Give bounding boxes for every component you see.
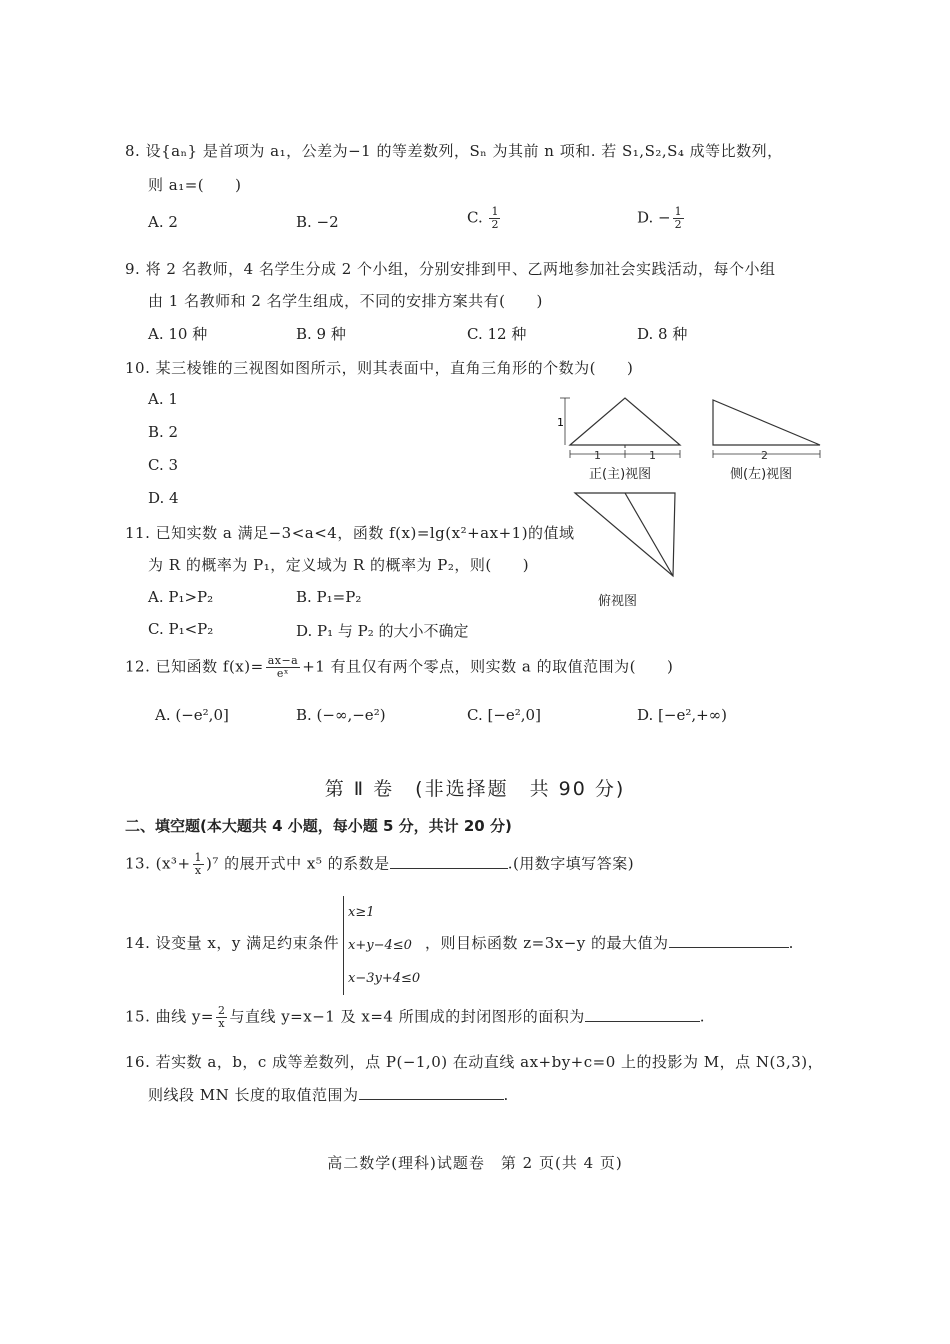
q9-option-a: A. 10 种 bbox=[148, 325, 208, 343]
q11-line2: 为 R 的概率为 P₁，定义域为 R 的概率为 P₂，则( ) bbox=[148, 556, 530, 574]
q12-option-d: D. [−e²,+∞) bbox=[637, 706, 728, 724]
q13-fraction bbox=[193, 852, 205, 877]
front-width-dimension bbox=[570, 449, 680, 462]
q8-option-c-fraction bbox=[489, 206, 500, 231]
front-view-triangle bbox=[570, 398, 680, 448]
q16-line2-text: 则线段 MN 长度的取值范围为 bbox=[148, 1086, 359, 1104]
q13-suffix: .(用数字填写答案) bbox=[507, 854, 635, 873]
q8-option-d bbox=[637, 206, 686, 231]
q9-line2: 由 1 名教师和 2 名学生组成，不同的安排方案共有( ) bbox=[148, 292, 543, 310]
q12-fraction bbox=[266, 655, 301, 680]
q14-tail bbox=[425, 932, 794, 953]
q14-constraint-system bbox=[343, 896, 420, 995]
q8-option-c-label: C. bbox=[467, 208, 488, 227]
front-height-label: 1 bbox=[557, 416, 564, 429]
q12-prefix: 12. 已知函数 f(x)= bbox=[125, 657, 264, 676]
page-footer: 高二数学(理科)试题卷 第 2 页(共 4 页) bbox=[327, 1154, 623, 1172]
q15-line bbox=[125, 1005, 705, 1030]
q13-answer-blank[interactable] bbox=[390, 854, 508, 869]
q15-frac-num: 2 bbox=[217, 1004, 226, 1017]
q14-suffix: . bbox=[788, 934, 794, 952]
q15-middle: 与直线 y=x−1 及 x=4 所围成的封闭图形的面积为 bbox=[229, 1007, 585, 1026]
q14-constraint-3: x−3y+4≤0 bbox=[348, 971, 421, 986]
q8-line2: 则 a₁=( ) bbox=[148, 176, 242, 194]
front-height-dimension bbox=[557, 398, 570, 445]
q15-fraction bbox=[216, 1005, 228, 1030]
part-heading: 二、填空题(本大题共 4 小题，每小题 5 分，共计 20 分) bbox=[125, 817, 512, 835]
q14-constraint-1: x≥1 bbox=[348, 905, 375, 920]
q14-middle: ，则目标函数 z=3x−y 的最大值为 bbox=[425, 934, 669, 952]
q12-option-a: A. (−e²,0] bbox=[155, 706, 229, 724]
top-view-triangles bbox=[575, 493, 675, 576]
q12-option-c: C. [−e²,0] bbox=[467, 706, 541, 724]
side-width-dimension bbox=[713, 449, 820, 462]
q9-option-d: D. 8 种 bbox=[637, 325, 688, 343]
three-view-figure bbox=[555, 388, 825, 618]
q8-option-a: A. 2 bbox=[148, 213, 178, 231]
front-view-caption: 正(主)视图 bbox=[589, 467, 652, 482]
q15-prefix: 15. 曲线 y= bbox=[125, 1007, 214, 1026]
q14-constraint-2: x+y−4≤0 bbox=[348, 938, 412, 953]
q15-answer-blank[interactable] bbox=[585, 1007, 700, 1022]
side-view-triangle bbox=[713, 400, 820, 445]
q11-line1: 11. 已知实数 a 满足−3<a<4，函数 f(x)=lg(x²+ax+1)的值域 bbox=[125, 524, 575, 542]
q16-line2 bbox=[148, 1084, 509, 1105]
q11-option-d: D. P₁ 与 P₂ 的大小不确定 bbox=[296, 622, 469, 640]
q14-answer-blank[interactable] bbox=[669, 933, 789, 948]
section-title: 第 Ⅱ 卷 (非选择题 共 90 分) bbox=[324, 778, 626, 800]
q8-option-d-fraction bbox=[673, 206, 684, 231]
q15-frac-den: x bbox=[218, 1017, 226, 1030]
q8-d-frac-den: 2 bbox=[674, 218, 682, 231]
q16-answer-blank[interactable] bbox=[359, 1085, 504, 1100]
q13-prefix: 13. (x³+ bbox=[125, 854, 191, 873]
q8-option-b: B. −2 bbox=[296, 213, 339, 231]
q11-option-c: C. P₁<P₂ bbox=[148, 620, 214, 638]
q12-line bbox=[125, 655, 673, 680]
q12-frac-num: ax−a bbox=[267, 654, 299, 667]
q11-option-a: A. P₁>P₂ bbox=[148, 588, 214, 606]
q16-line1: 16. 若实数 a，b，c 成等差数列，点 P(−1,0) 在动直线 ax+by+c=0 上的投影为 M，点 N(3,3)， bbox=[125, 1053, 824, 1071]
q9-option-b: B. 9 种 bbox=[296, 325, 346, 343]
side-view-caption: 侧(左)视图 bbox=[730, 467, 793, 482]
front-right-width-label: 1 bbox=[649, 449, 656, 462]
q10-option-a: A. 1 bbox=[148, 390, 178, 408]
q11-option-b: B. P₁=P₂ bbox=[296, 588, 362, 606]
q13-middle: )⁷ 的展开式中 x⁵ 的系数是 bbox=[206, 854, 390, 873]
q8-option-d-label: D. − bbox=[637, 208, 671, 227]
q12-suffix: +1 有且仅有两个零点，则实数 a 的取值范围为( ) bbox=[302, 657, 674, 676]
q13-frac-den: x bbox=[194, 864, 202, 877]
q8-option-c bbox=[467, 206, 502, 231]
q8-line1: 8. 设{aₙ} 是首项为 a₁，公差为−1 的等差数列，Sₙ 为其前 n 项和. 若 S₁,S₂,S₄ 成等比数列， bbox=[125, 142, 783, 160]
q10-option-b: B. 2 bbox=[148, 423, 179, 441]
side-width-label: 2 bbox=[761, 449, 768, 462]
q9-line1: 9. 将 2 名教师，4 名学生分成 2 个小组，分别安排到甲、乙两地参加社会实践活动，每个小组 bbox=[125, 260, 776, 278]
q8-c-frac-num: 1 bbox=[491, 205, 499, 218]
q13-line bbox=[125, 852, 634, 877]
q12-frac-den: eˣ bbox=[276, 667, 290, 680]
q16-suffix: . bbox=[503, 1086, 509, 1104]
q14-prefix: 14. 设变量 x，y 满足约束条件 bbox=[125, 934, 340, 952]
q12-option-b: B. (−∞,−e²) bbox=[296, 706, 386, 724]
q9-option-c: C. 12 种 bbox=[467, 325, 527, 343]
q8-d-frac-num: 1 bbox=[674, 205, 682, 218]
q8-c-frac-den: 2 bbox=[491, 218, 499, 231]
q10-option-d: D. 4 bbox=[148, 489, 179, 507]
front-left-width-label: 1 bbox=[594, 449, 601, 462]
top-view-caption: 俯视图 bbox=[598, 594, 638, 609]
q10-option-c: C. 3 bbox=[148, 456, 179, 474]
q13-frac-num: 1 bbox=[194, 851, 203, 864]
q10-line1: 10. 某三棱锥的三视图如图所示，则其表面中，直角三角形的个数为( ) bbox=[125, 359, 634, 377]
q15-suffix: . bbox=[699, 1007, 705, 1026]
